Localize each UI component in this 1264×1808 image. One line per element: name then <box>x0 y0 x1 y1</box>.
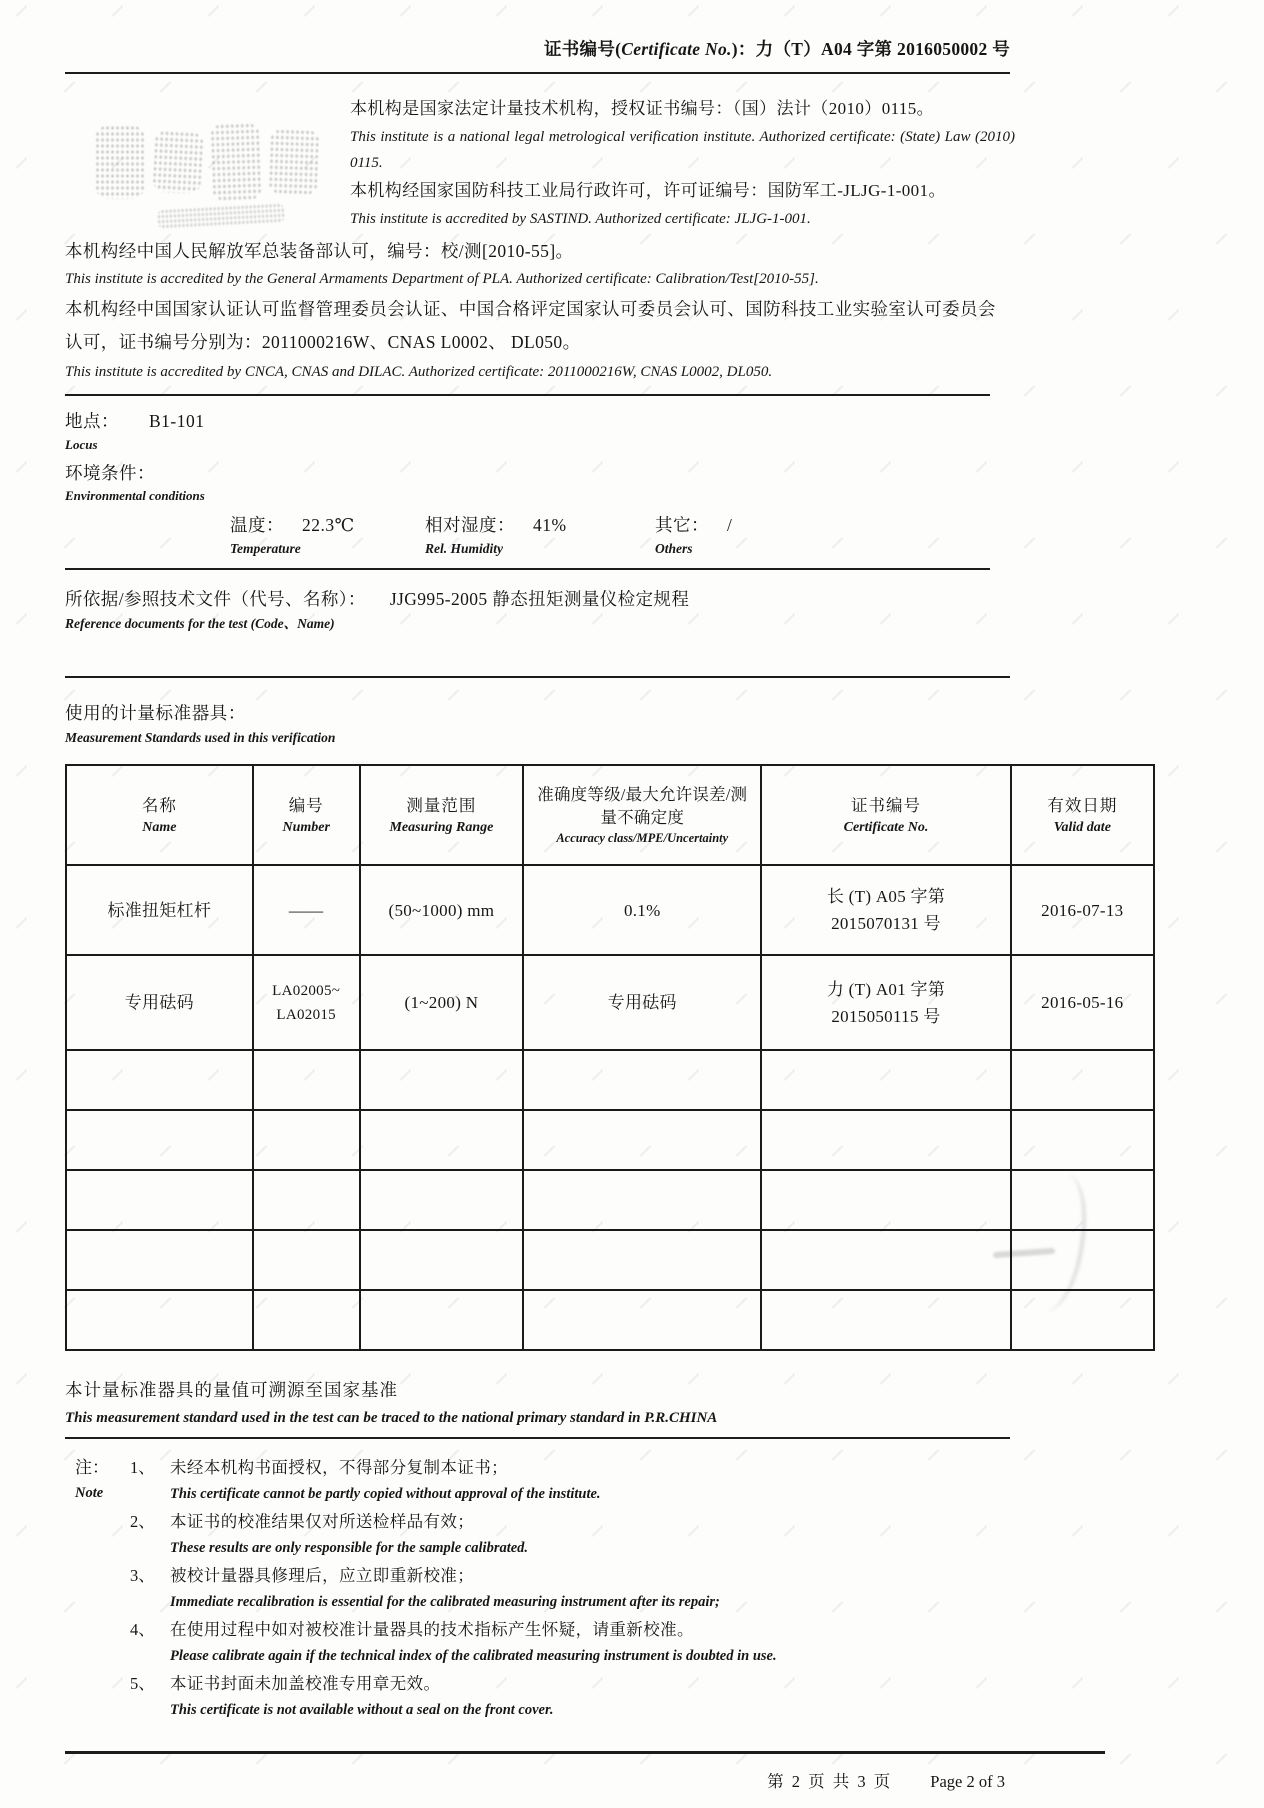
locus-value: B1-101 <box>149 411 205 431</box>
traceability-statement <box>65 1375 1264 1431</box>
cell-valid-date: 2016-07-13 <box>1011 865 1154 955</box>
certificate-number-line <box>65 36 1010 62</box>
table-row-empty <box>66 1050 1154 1110</box>
note-number: 3、 <box>130 1566 155 1585</box>
divider <box>65 1437 1010 1439</box>
table-header-row <box>66 765 1154 865</box>
note-number: 1、 <box>130 1458 155 1477</box>
accreditation-zh: 本机构经国家国防科技工业局行政许可，许可证编号：国防军工-JLJG-1-001。 <box>350 181 946 200</box>
certificate-no-label-en: Certificate No. <box>621 39 732 59</box>
divider <box>65 568 990 570</box>
table-header-certificate: 证书编号 Certificate No. <box>761 765 1010 865</box>
note-zh: 在使用过程中如对被校准计量器具的技术指标产生怀疑，请重新校准。 <box>170 1620 694 1639</box>
cell-number: LA02005~ LA02015 <box>253 955 360 1050</box>
certificate-no-label-close: )： <box>731 39 756 59</box>
accreditation-en: This institute is accredited by the General Armaments Department of PLA. Authorized certificate: Calibration/Test[2010-55]. <box>65 271 819 287</box>
table-header-valid-date: 有效日期 Valid date <box>1011 765 1154 865</box>
conditions-section <box>65 406 1264 558</box>
traceability-zh: 本计量标准器具的量值可溯源至国家基准 <box>65 1380 398 1400</box>
humidity-value: 41% <box>533 515 567 535</box>
note-en: These results are only responsible for the sample calibrated. <box>170 1540 529 1556</box>
temperature-value: 22.3℃ <box>302 515 355 535</box>
accreditation-en: This institute is accredited by CNCA, CNAS and DILAC. Authorized certificate: 2011000216W, CNAS L0002, DL050. <box>65 364 773 380</box>
standards-title <box>65 698 1264 748</box>
standards-title-en: Measurement Standards used in this verification <box>65 730 336 745</box>
others-value: / <box>727 515 733 535</box>
accreditation-section <box>65 94 1264 386</box>
table-row <box>66 955 1154 1050</box>
cell-certificate: 力 (T) A01 字第 2015050115 号 <box>761 955 1010 1050</box>
note-number: 5、 <box>130 1674 155 1693</box>
page-number-zh: 第 2 页 共 3 页 <box>767 1772 893 1791</box>
others-label: 其它： <box>655 515 709 535</box>
note-item <box>130 1507 1010 1561</box>
table-row-empty <box>66 1110 1154 1170</box>
note-number: 2、 <box>130 1512 155 1531</box>
accreditation-en: This institute is a national legal metrological verification institute. Authorized certificate: (State) Law (2010) 0115. <box>350 129 1015 171</box>
accreditation-zh: 本机构是国家法定计量技术机构，授权证书编号：（国）法计（2010）0115。 <box>350 99 935 118</box>
cell-range: (50~1000) mm <box>360 865 524 955</box>
table-row-empty <box>66 1290 1154 1350</box>
divider <box>65 394 990 396</box>
condition-humidity <box>425 510 655 558</box>
certificate-no-value: 力（T）A04 字第 2016050002 号 <box>755 39 1010 59</box>
note-en: Immediate recalibration is essential for the calibrated measuring instrument after its repair; <box>170 1594 720 1610</box>
cell-accuracy: 专用砝码 <box>523 955 761 1050</box>
traceability-en: This measurement standard used in the test can be traced to the national primary standard in P.R.CHINA <box>65 1410 718 1426</box>
table-header-name: 名称 Name <box>66 765 253 865</box>
refdoc-value: JJG995-2005 静态扭矩测量仪检定规程 <box>389 589 690 609</box>
table-row <box>66 865 1154 955</box>
reference-documents-section <box>65 584 1264 634</box>
seal-subscript <box>157 203 286 230</box>
locus-label: 地点： <box>65 411 119 431</box>
cell-range: (1~200) N <box>360 955 524 1050</box>
notes-section <box>65 1453 1010 1723</box>
table-header-accuracy: 准确度等级/最大允许误差/测量不确定度 Accuracy class/MPE/Uncertainty <box>523 765 761 865</box>
note-en: This certificate cannot be partly copied without approval of the institute. <box>170 1486 601 1502</box>
humidity-label-en: Rel. Humidity <box>425 541 504 556</box>
standards-title-zh: 使用的计量标准器具： <box>65 703 246 723</box>
divider <box>65 1751 1105 1754</box>
note-item <box>130 1669 1010 1723</box>
note-en: This certificate is not available without a seal on the front cover. <box>170 1702 554 1718</box>
standards-table <box>65 764 1155 1351</box>
page-footer <box>65 1770 1005 1794</box>
seal-glyph <box>151 130 204 195</box>
temperature-label: 温度： <box>230 515 284 535</box>
note-item <box>130 1453 1010 1507</box>
table-row-empty <box>66 1230 1154 1290</box>
note-item <box>130 1615 1010 1669</box>
cell-name: 专用砝码 <box>66 955 253 1050</box>
note-item <box>130 1561 1010 1615</box>
certificate-no-label-zh: 证书编号( <box>543 39 622 59</box>
note-zh: 被校计量器具修理后，应立即重新校准； <box>170 1566 475 1585</box>
humidity-label: 相对湿度： <box>425 515 515 535</box>
note-en: Please calibrate again if the technical index of the calibrated measuring instrument is doubted in use. <box>170 1648 777 1664</box>
environment-label-en: Environmental conditions <box>65 488 205 503</box>
note-number: 4、 <box>130 1620 155 1639</box>
divider <box>65 72 1010 74</box>
institute-seal <box>95 102 345 222</box>
cell-number: —— <box>253 865 360 955</box>
note-zh: 本证书的校准结果仅对所送检样品有效； <box>170 1512 475 1531</box>
temperature-label-en: Temperature <box>230 541 301 556</box>
table-row-empty <box>66 1170 1154 1230</box>
note-zh: 未经本机构书面授权，不得部分复制本证书； <box>170 1458 508 1477</box>
page-number-en: Page 2 of 3 <box>930 1772 1005 1791</box>
cell-name: 标准扭矩杠杆 <box>66 865 253 955</box>
seal-glyph <box>268 128 320 196</box>
cell-accuracy: 0.1% <box>523 865 761 955</box>
condition-temperature <box>230 510 425 558</box>
seal-glyph <box>95 125 145 199</box>
accreditation-zh: 本机构经中国国家认证认可监督管理委员会认证、中国合格评定国家认可委员会认可、国防科技工业实验室认可委员会认可，证书编号分别为：2011000216W、CNAS L0002、 DL050。 <box>65 299 996 352</box>
condition-others <box>655 510 732 558</box>
cell-certificate: 长 (T) A05 字第 2015070131 号 <box>761 865 1010 955</box>
cell-valid-date: 2016-05-16 <box>1011 955 1154 1050</box>
notes-label: 注： Note <box>75 1458 109 1501</box>
seal-glyph <box>210 122 263 202</box>
table-header-number: 编号 Number <box>253 765 360 865</box>
environment-label: 环境条件： <box>65 463 155 483</box>
accreditation-en: This institute is accredited by SASTIND. Authorized certificate: JLJG-1-001. <box>350 211 811 227</box>
others-label-en: Others <box>655 541 693 556</box>
locus-label-en: Locus <box>65 437 98 452</box>
table-header-range: 测量范围 Measuring Range <box>360 765 524 865</box>
accreditation-zh: 本机构经中国人民解放军总装备部认可，编号：校/测[2010-55]。 <box>65 241 574 261</box>
divider <box>65 676 1010 678</box>
refdoc-label-en: Reference documents for the test (Code、Name) <box>65 616 335 631</box>
note-zh: 本证书封面未加盖校准专用章无效。 <box>170 1674 441 1693</box>
refdoc-label: 所依据/参照技术文件（代号、名称）： <box>65 589 366 609</box>
